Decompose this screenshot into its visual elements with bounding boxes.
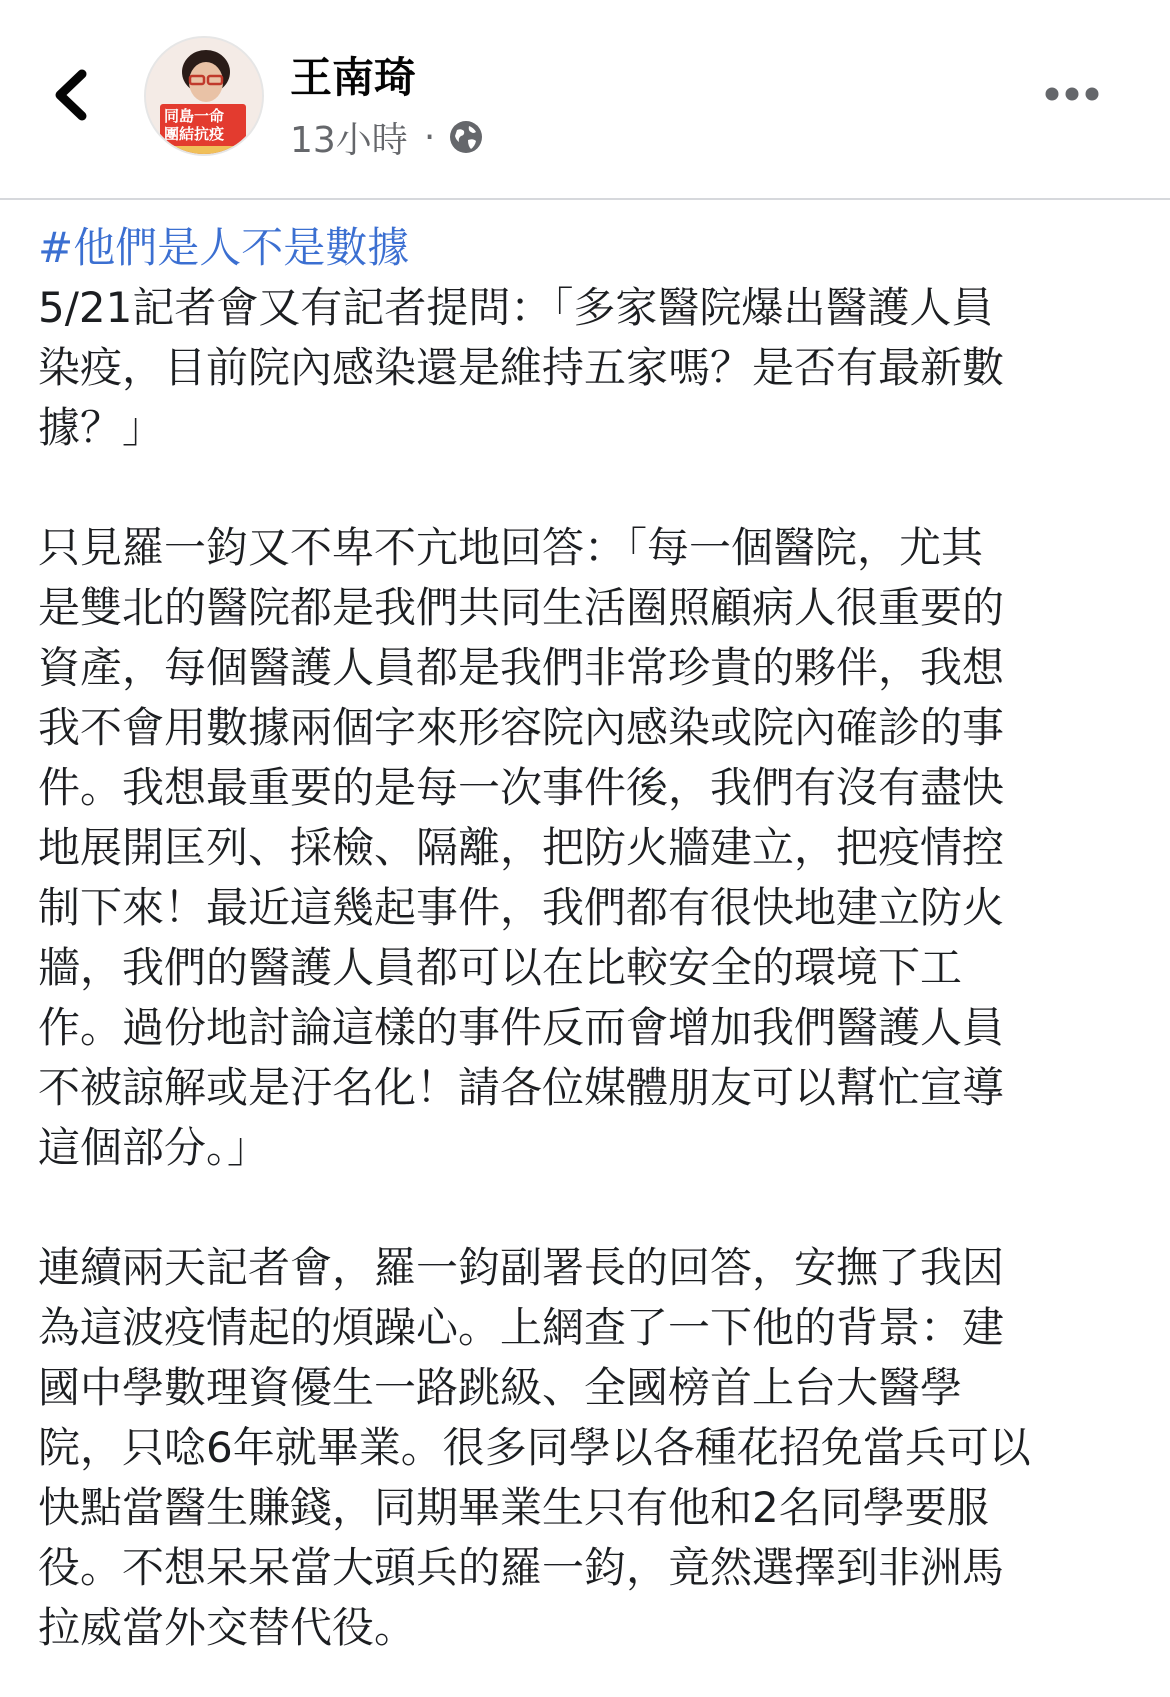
post-body [38, 218, 1138, 1658]
hashtag-link[interactable]: #他們是人不是數據 [38, 223, 410, 272]
avatar-badge: 同島一命 團結抗疫 [160, 104, 246, 146]
more-options-button[interactable] [1044, 82, 1100, 106]
post-header [0, 0, 1170, 200]
post-paragraph: 連續兩天記者會，羅一鈞副署長的回答，安撫了我因 為這波疫情起的煩躁心。上網查了一下他的背景：建 國中學數理資優生一路跳級、全國榜首上台大醫學 院，只唸6年就畢業。很多同學以各種花招免當兵可以 快點當醫生賺錢，同期畢業生只有他和2名同學要服 役。不想呆呆當大頭兵的羅一鈞，竟然選擇到非洲馬 拉威當外交替代役。 [38, 1243, 1031, 1652]
back-button[interactable] [44, 60, 104, 130]
post-timestamp[interactable]: 13小時 [290, 119, 408, 161]
paragraph-gap [38, 458, 1138, 518]
chevron-left-icon [44, 60, 104, 130]
paragraph-gap [38, 1178, 1138, 1238]
post-meta [290, 112, 485, 162]
meta-separator: · [423, 116, 436, 158]
more-horizontal-icon [1044, 82, 1100, 106]
post-paragraph: 5/21記者會又有記者提問：「多家醫院爆出醫護人員 染疫，目前院內感染還是維持五家嗎？是否有最新數 據？」 [38, 283, 1005, 452]
author-name[interactable]: 王南琦 [290, 53, 417, 102]
post-paragraph: 只見羅一鈞又不卑不亢地回答：「每一個醫院，尤其 是雙北的醫院都是我們共同生活圈照顧病人很重要的 資產，每個醫護人員都是我們非常珍貴的夥伴，我想 我不會用數據兩個字來形容院內感染或院內確診的事 件。我想最重要的是每一次事件後，我們有沒有盡快 地展開匡列、採檢、隔離，把防火牆建立，把疫情控 制下來！最近這幾起事件，我們都有很快地建立防火 牆，我們的醫護人員都可以在比較安全的環境下工 作。過份地討論這樣的事件反而會增加我們醫護人員 不被諒解或是汙名化！請各位媒體朋友可以幫忙宣導 這個部分。」 [38, 523, 1005, 1172]
avatar[interactable] [144, 36, 264, 156]
globe-icon[interactable] [447, 118, 485, 156]
